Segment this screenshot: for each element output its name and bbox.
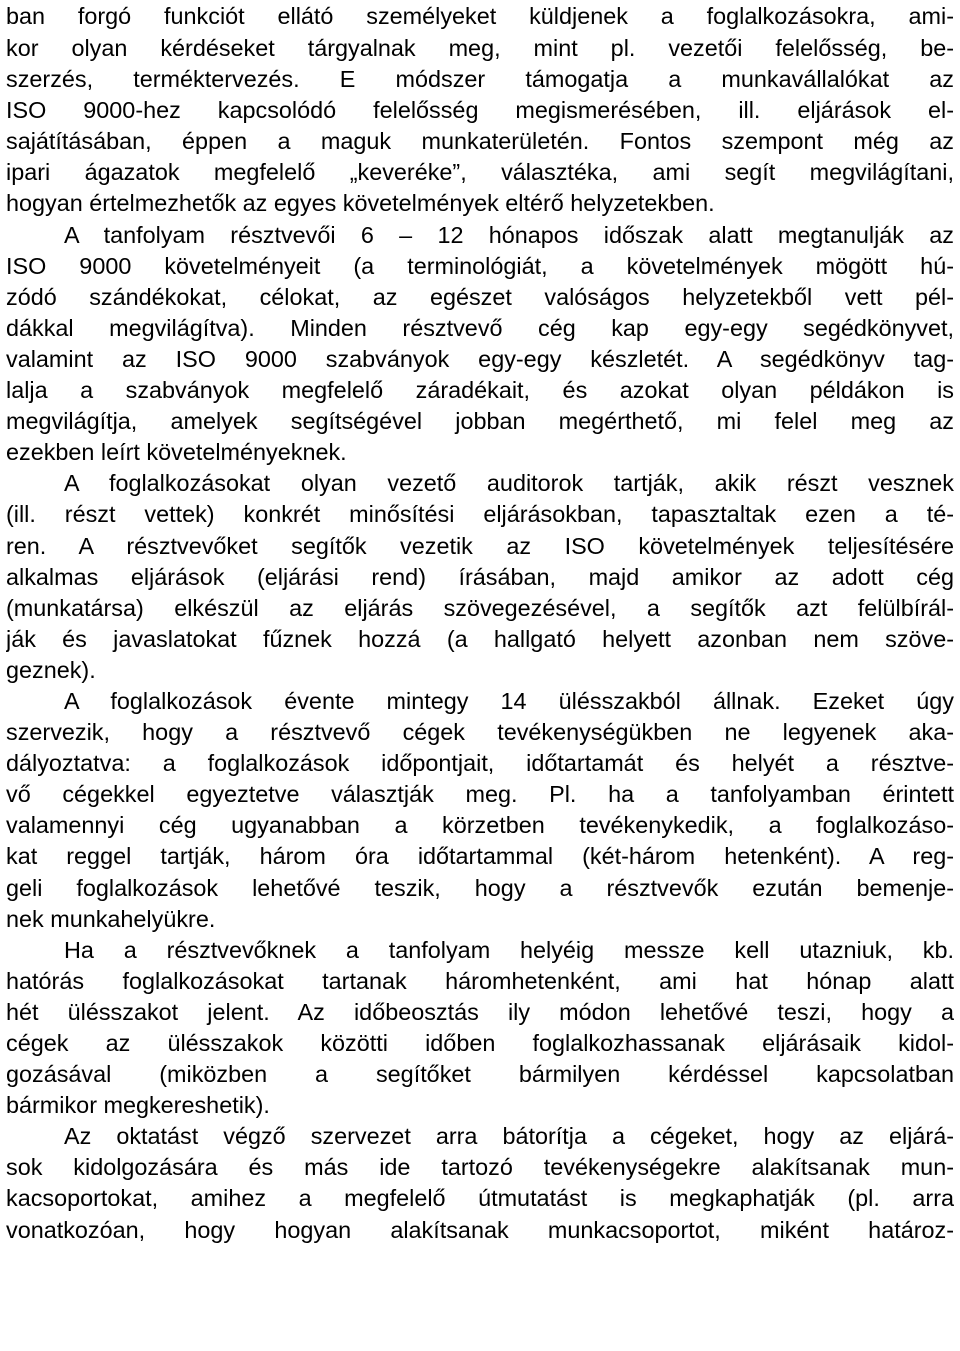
text-line: geznek). bbox=[6, 656, 96, 683]
text-line: kacsoportokat, amihez a megfelelő útmutatást is megkaphatják (pl. arra bbox=[6, 1185, 954, 1212]
text-line: Ha a résztvevőknek a tanfolyam helyéig messze kell utazniuk, kb. bbox=[64, 936, 954, 963]
text-line: valamennyi cég ugyanabban a körzetben tevékenykedik, a foglalkozáso- bbox=[6, 812, 954, 839]
text-line: megvilágítja, amelyek segítségével jobban megérthető, mi felel meg az bbox=[6, 408, 954, 435]
text-line: szervezik, hogy a résztvevő cégek tevékenységükben ne legyenek aka- bbox=[6, 719, 954, 746]
text-line: gozásával (miközben a segítőket bármilyen kérdéssel kapcsolatban bbox=[6, 1061, 954, 1088]
text-line: valamint az ISO 9000 szabványok egy-egy készletét. A segédkönyv tag- bbox=[6, 345, 954, 372]
text-line: hatórás foglalkozásokat tartanak háromhetenként, ami hat hónap alatt bbox=[6, 967, 954, 994]
text-line: vonatkozóan, hogy hogyan alakítsanak munkacsoportot, miként határoz- bbox=[6, 1216, 954, 1243]
text-line: ipari ágazatok megfelelő „keveréke”, választéka, ami segít megvilágítani, bbox=[6, 159, 954, 186]
text-line: ISO 9000 követelményeit (a terminológiát, a követelmények mögött hú- bbox=[6, 252, 954, 279]
text-line: ban forgó funkciót ellátó személyeket küldjenek a foglalkozásokra, ami- bbox=[6, 3, 954, 29]
text-line: hét ülésszakot jelent. Az időbeosztás ily módon lehetővé teszi, hogy a bbox=[6, 998, 954, 1025]
text-line: ISO 9000-hez kapcsolódó felelősség megismerésében, ill. eljárások el- bbox=[6, 97, 954, 124]
text-line: A foglalkozások évente mintegy 14 ülésszakból állnak. Ezeket úgy bbox=[64, 687, 954, 714]
text-line: ják és javaslatokat fűznek hozzá (a hallgató helyett azonban nem szöve- bbox=[6, 625, 954, 652]
text-line: A foglalkozásokat olyan vezető auditorok tartják, akik részt vesznek bbox=[64, 470, 954, 497]
text-line: Az oktatást végző szervezet arra bátorítja a cégeket, hogy az eljárá- bbox=[64, 1123, 954, 1150]
text-line: sok kidolgozására és más ide tartozó tevékenységekre alakítsanak mun- bbox=[6, 1154, 954, 1181]
document-page bbox=[6, 0, 954, 1246]
text-line: dályoztatva: a foglalkozások időpontjait, időtartamát és helyét a résztve- bbox=[6, 750, 954, 777]
text-line: cégek az ülésszakok közötti időben foglalkozhassanak eljárásaik kidol- bbox=[6, 1030, 954, 1056]
text-line: kor olyan kérdéseket tárgyalnak meg, mint pl. vezetői felelősség, be- bbox=[6, 35, 954, 61]
text-line: kat reggel tartják, három óra időtartammal (két-három hetenként). A reg- bbox=[6, 843, 954, 870]
text-line: szerzés, terméktervezés. E módszer támogatja a munkavállalókat az bbox=[6, 66, 954, 93]
text-line: (munkatársa) elkészül az eljárás szövegezésével, a segítők azt felülbírál- bbox=[6, 594, 954, 621]
text-line: A tanfolyam résztvevői 6 – 12 hónapos időszak alatt megtanulják az bbox=[64, 221, 954, 248]
text-line: ren. A résztvevőket segítők vezetik az ISO követelmények teljesítésére bbox=[6, 532, 954, 559]
text-line: vő cégekkel egyeztetve választják meg. Pl. ha a tanfolyamban érintett bbox=[6, 781, 954, 808]
text-line: ezekben leírt követelményeknek. bbox=[6, 439, 347, 466]
text-line: zódó szándékokat, célokat, az egészet valóságos helyzetekből vett pél- bbox=[6, 283, 954, 310]
text-line: dákkal megvilágítva). Minden résztvevő cég kap egy-egy segédkönyvet, bbox=[6, 314, 954, 341]
text-line: hogyan értelmezhetők az egyes követelmények eltérő helyzetekben. bbox=[6, 190, 715, 217]
text-line: sajátításában, éppen a maguk munkaterületén. Fontos szempont még az bbox=[6, 128, 954, 155]
text-line: (ill. részt vettek) konkrét minősítési eljárásokban, tapasztaltak ezen a té- bbox=[6, 501, 954, 528]
text-line: geli foglalkozások lehetővé teszik, hogy a résztvevők ezután bemenje- bbox=[6, 874, 954, 901]
text-line: lalja a szabványok megfelelő záradékait, és azokat olyan példákon is bbox=[6, 377, 954, 404]
text-line: nek munkahelyükre. bbox=[6, 905, 216, 932]
text-line: bármikor megkereshetik). bbox=[6, 1092, 270, 1119]
text-line: alkalmas eljárások (eljárási rend) írásában, majd amikor az adott cég bbox=[6, 563, 954, 590]
